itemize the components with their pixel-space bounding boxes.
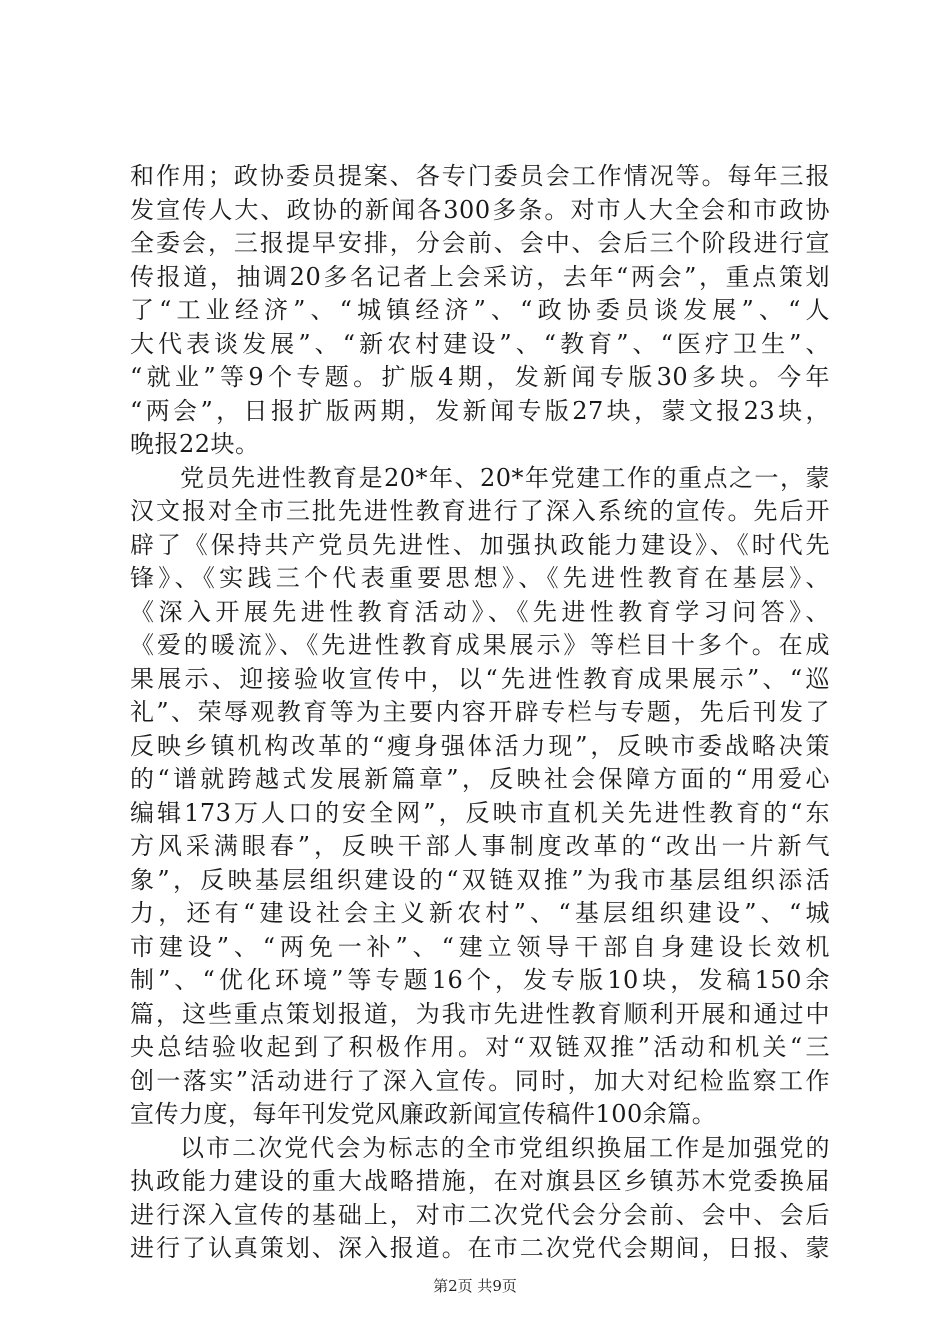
- text-line: 了“工业经济”、“城镇经济”、“政协委员谈发展”、“人: [130, 296, 830, 324]
- text-line: 创一落实”活动进行了深入宣传。同时，加大对纪检监察工作: [130, 1066, 830, 1095]
- text-line: 宣传力度，每年刊发党风廉政新闻宣传稿件100余篇。: [130, 1100, 717, 1128]
- text-line: 执政能力建设的重大战略措施，在对旗县区乡镇苏木党委换届: [130, 1167, 830, 1195]
- text-line: 市建设”、“两免一补”、“建立领导干部自身建设长效机: [130, 932, 830, 961]
- text-line: 《深入开展先进性教育活动》、《先进性教育学习问答》、: [130, 597, 830, 626]
- text-line: 央总结验收起到了积极作用。对“双链双推”活动和机关“三: [130, 1033, 830, 1061]
- text-line: 全委会，三报提早安排，分会前、会中、会后三个阶段进行宣: [130, 229, 830, 257]
- text-line: “就业”等9个专题。扩版4期，发新闻专版30多块。今年: [130, 363, 830, 391]
- text-line: 锋》、《实践三个代表重要思想》、《先进性教育在基层》、: [130, 564, 830, 592]
- text-line: 进行了认真策划、深入报道。在市二次党代会期间，日报、蒙: [130, 1234, 830, 1262]
- text-line: 方风采满眼春”，反映干部人事制度改革的“改出一片新气: [130, 832, 830, 860]
- text-line: 大代表谈发展”、“新农村建设”、“教育”、“医疗卫生”、: [130, 329, 830, 358]
- text-line: 汉文报对全市三批先进性教育进行了深入系统的宣传。先后开: [130, 497, 830, 525]
- text-line: 发宣传人大、政协的新闻各300多条。对市人大全会和市政协: [130, 195, 830, 224]
- text-line: 编辑173万人口的安全网”，反映市直机关先进性教育的“东: [130, 798, 830, 827]
- text-line: 反映乡镇机构改革的“瘦身强体活力现”，反映市委战略决策: [130, 731, 830, 760]
- text-line: 象”，反映基层组织建设的“双链双推”为我市基层组织添活: [130, 865, 830, 894]
- text-line: 《爱的暖流》、《先进性教育成果展示》等栏目十多个。在成: [130, 631, 830, 659]
- paragraph-1: [130, 160, 830, 462]
- text-line: 传报道，抽调20多名记者上会采访，去年“两会”，重点策划: [130, 262, 830, 291]
- text-line: 晚报22块。: [130, 430, 260, 458]
- paragraph-2: [130, 462, 830, 1132]
- document-body: [130, 160, 830, 1266]
- text-line: “两会”，日报扩版两期，发新闻专版27块，蒙文报23块，: [130, 396, 830, 425]
- text-line: 进行深入宣传的基础上，对市二次党代会分会前、会中、会后: [130, 1200, 830, 1229]
- text-line: 力，还有“建设社会主义新农村”、“基层组织建设”、“城: [130, 899, 830, 927]
- text-line: 以市二次党代会为标志的全市党组织换届工作是加强党的: [180, 1133, 830, 1162]
- text-line: 和作用；政协委员提案、各专门委员会工作情况等。每年三报: [130, 162, 830, 190]
- text-line: 制”、“优化环境”等专题16个，发专版10块，发稿150余: [130, 966, 830, 994]
- text-line: 党员先进性教育是20*年、20*年党建工作的重点之一，蒙: [180, 463, 830, 492]
- text-line: 的“谱就跨越式发展新篇章”，反映社会保障方面的“用爱心: [130, 765, 830, 793]
- text-line: 礼”、荣辱观教育等为主要内容开辟专栏与专题，先后刊发了: [130, 698, 830, 726]
- text-line: 果展示、迎接验收宣传中，以“先进性教育成果展示”、“巡: [130, 664, 830, 693]
- paragraph-3: [130, 1132, 830, 1266]
- page-number-footer: 第2页 共9页: [433, 1277, 517, 1295]
- text-line: 辟了《保持共产党员先进性、加强执政能力建设》、《时代先: [130, 530, 830, 559]
- text-line: 篇，这些重点策划报道，为我市先进性教育顺利开展和通过中: [130, 999, 830, 1028]
